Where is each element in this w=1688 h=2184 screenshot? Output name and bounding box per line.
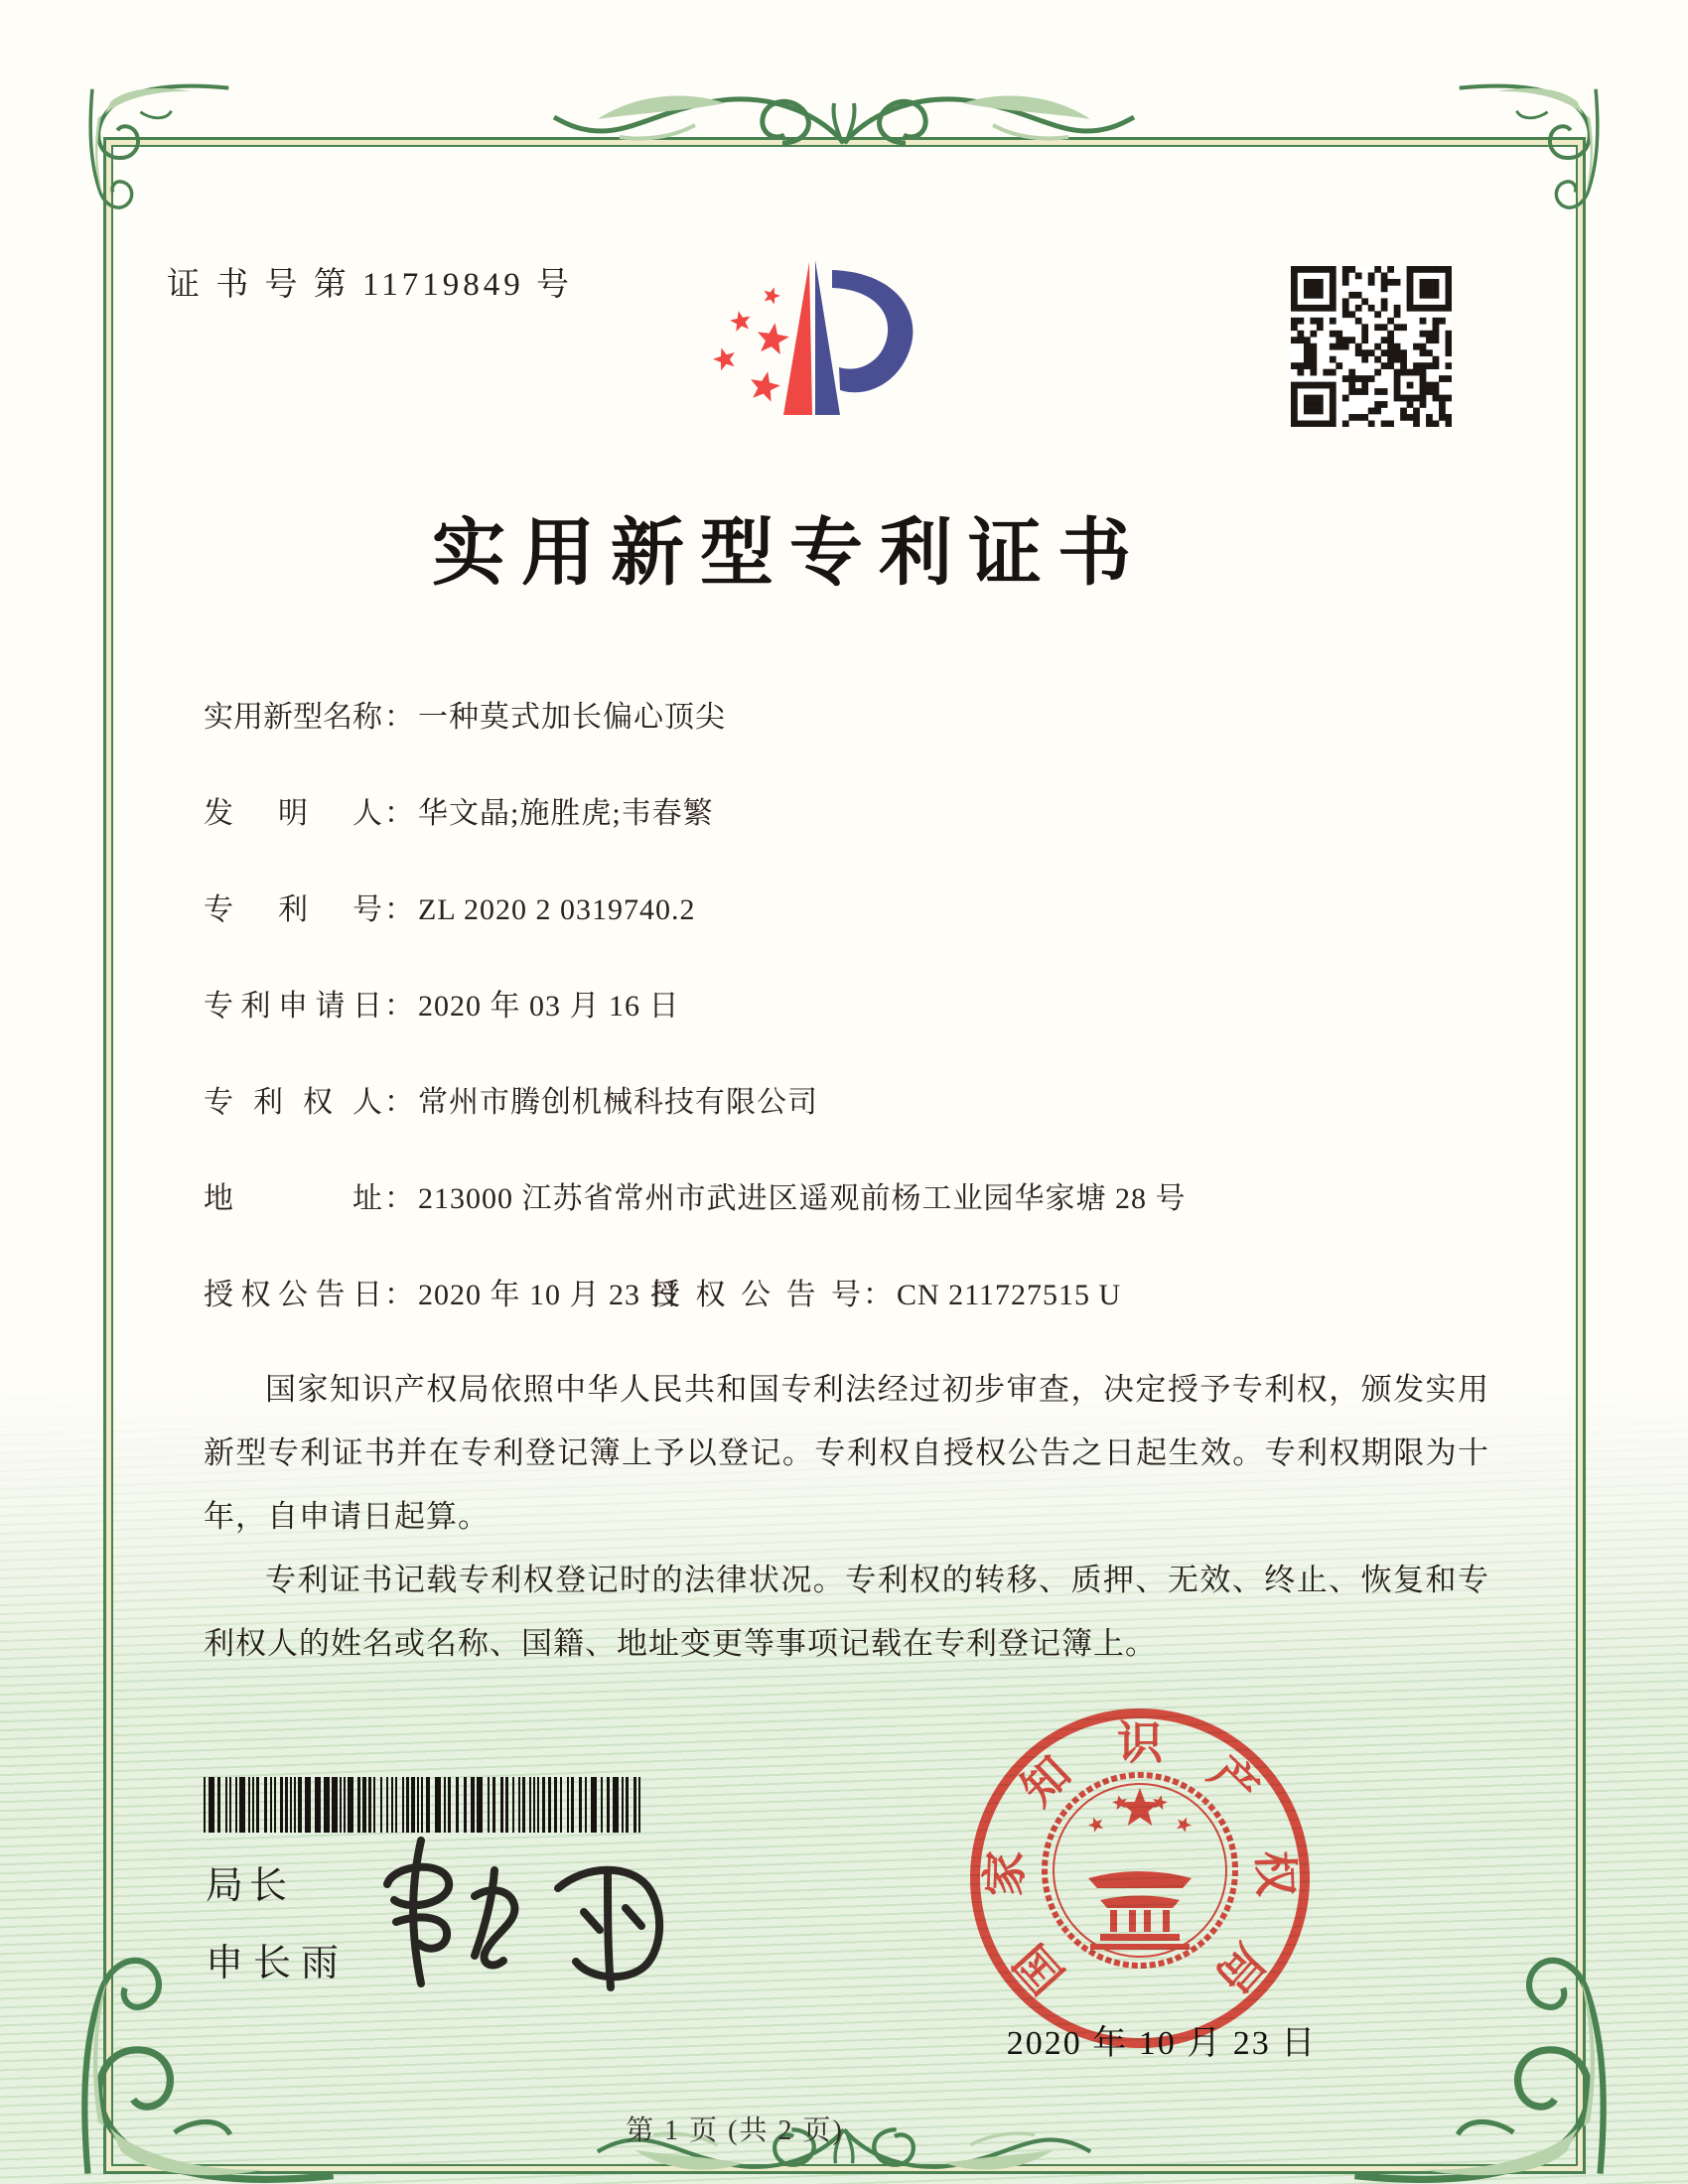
field-label: 地址 (204, 1182, 382, 1215)
field-row-name (204, 692, 1504, 736)
field-row-address (204, 1173, 1504, 1217)
label-colon: ： (384, 1279, 414, 1311)
field-value: 一种莫式加长偏心顶尖 (418, 701, 726, 734)
commissioner-signature (369, 1827, 697, 2000)
svg-text:家: 家 (978, 1849, 1032, 1898)
field-label: 发明人 (204, 797, 382, 830)
svg-text:产: 产 (1199, 1746, 1268, 1816)
certificate-number: 证 书 号 第 11719849 号 (167, 267, 574, 303)
top-center-flourish-ornament (551, 81, 1137, 191)
field-row-patentee (204, 1077, 1504, 1121)
field-label: 授权公告日 (204, 1279, 382, 1311)
label-colon: ： (384, 1182, 414, 1215)
legal-text-block (204, 1358, 1489, 1676)
field-value: 2020 年 03 月 16 日 (418, 990, 680, 1023)
cnipa-logo-icon (683, 248, 931, 442)
svg-text:局: 局 (1205, 1934, 1275, 2003)
svg-text:权: 权 (1248, 1849, 1302, 1898)
grant-number-group (650, 1270, 1121, 1313)
qr-code (1291, 266, 1452, 427)
svg-text:知: 知 (1012, 1746, 1080, 1816)
field-value: CN 211727515 U (897, 1279, 1122, 1311)
legal-paragraph-2: 专利证书记载专利权登记时的法律状况。专利权的转移、质押、无效、终止、恢复和专利权人的姓名或名称、国籍、地址变更等事项记载在专利登记簿上。 (204, 1563, 1489, 1661)
svg-text:识: 识 (1117, 1717, 1163, 1769)
field-value: 213000 江苏省常州市武进区遥观前杨工业园华家塘 28 号 (418, 1182, 1187, 1215)
commissioner-title: 局长 (206, 1865, 294, 1907)
official-seal (961, 1700, 1319, 2057)
label-colon: ： (384, 990, 414, 1023)
field-label: 专利申请日 (204, 990, 382, 1023)
field-label: 专利号 (204, 893, 382, 926)
field-row-patent-number (204, 885, 1504, 928)
top-right-corner-ornament (1454, 83, 1603, 232)
field-value: 2020 年 10 月 23 日 (418, 1279, 680, 1311)
svg-text:国: 国 (1005, 1934, 1074, 2003)
field-value: ZL 2020 2 0319740.2 (418, 893, 696, 926)
barcode (204, 1777, 645, 1833)
field-label: 授权公告号 (650, 1279, 861, 1311)
certificate-title: 实用新型专利证书 (432, 513, 1147, 595)
field-label: 专利权人 (204, 1086, 382, 1119)
top-left-corner-ornament (85, 83, 234, 232)
field-value: 华文晶;施胜虎;韦春繁 (418, 797, 714, 830)
commissioner-name: 申长雨 (206, 1943, 350, 1984)
field-value: 常州市腾创机械科技有限公司 (418, 1086, 818, 1119)
field-row-filing-date (204, 981, 1504, 1024)
label-colon: ： (384, 701, 414, 734)
label-colon: ： (384, 893, 414, 926)
page-indicator: 第 1 页 (共 2 页) (626, 2116, 844, 2146)
label-colon: ： (384, 797, 414, 830)
legal-paragraph-1: 国家知识产权局依照中华人民共和国专利法经过初步审查，决定授予专利权，颁发实用新型专利证书并在专利登记簿上予以登记。专利权自授权公告之日起生效。专利权期限为十年，自申请日起算。 (204, 1372, 1489, 1534)
field-row-inventors (204, 788, 1504, 832)
field-row-grant-date (204, 1270, 1504, 1313)
label-colon: ： (384, 1086, 414, 1119)
field-label: 实用新型名称 (204, 701, 382, 734)
seal-date: 2020 年 10 月 23 日 (1006, 2025, 1318, 2062)
label-colon: ： (863, 1279, 893, 1311)
